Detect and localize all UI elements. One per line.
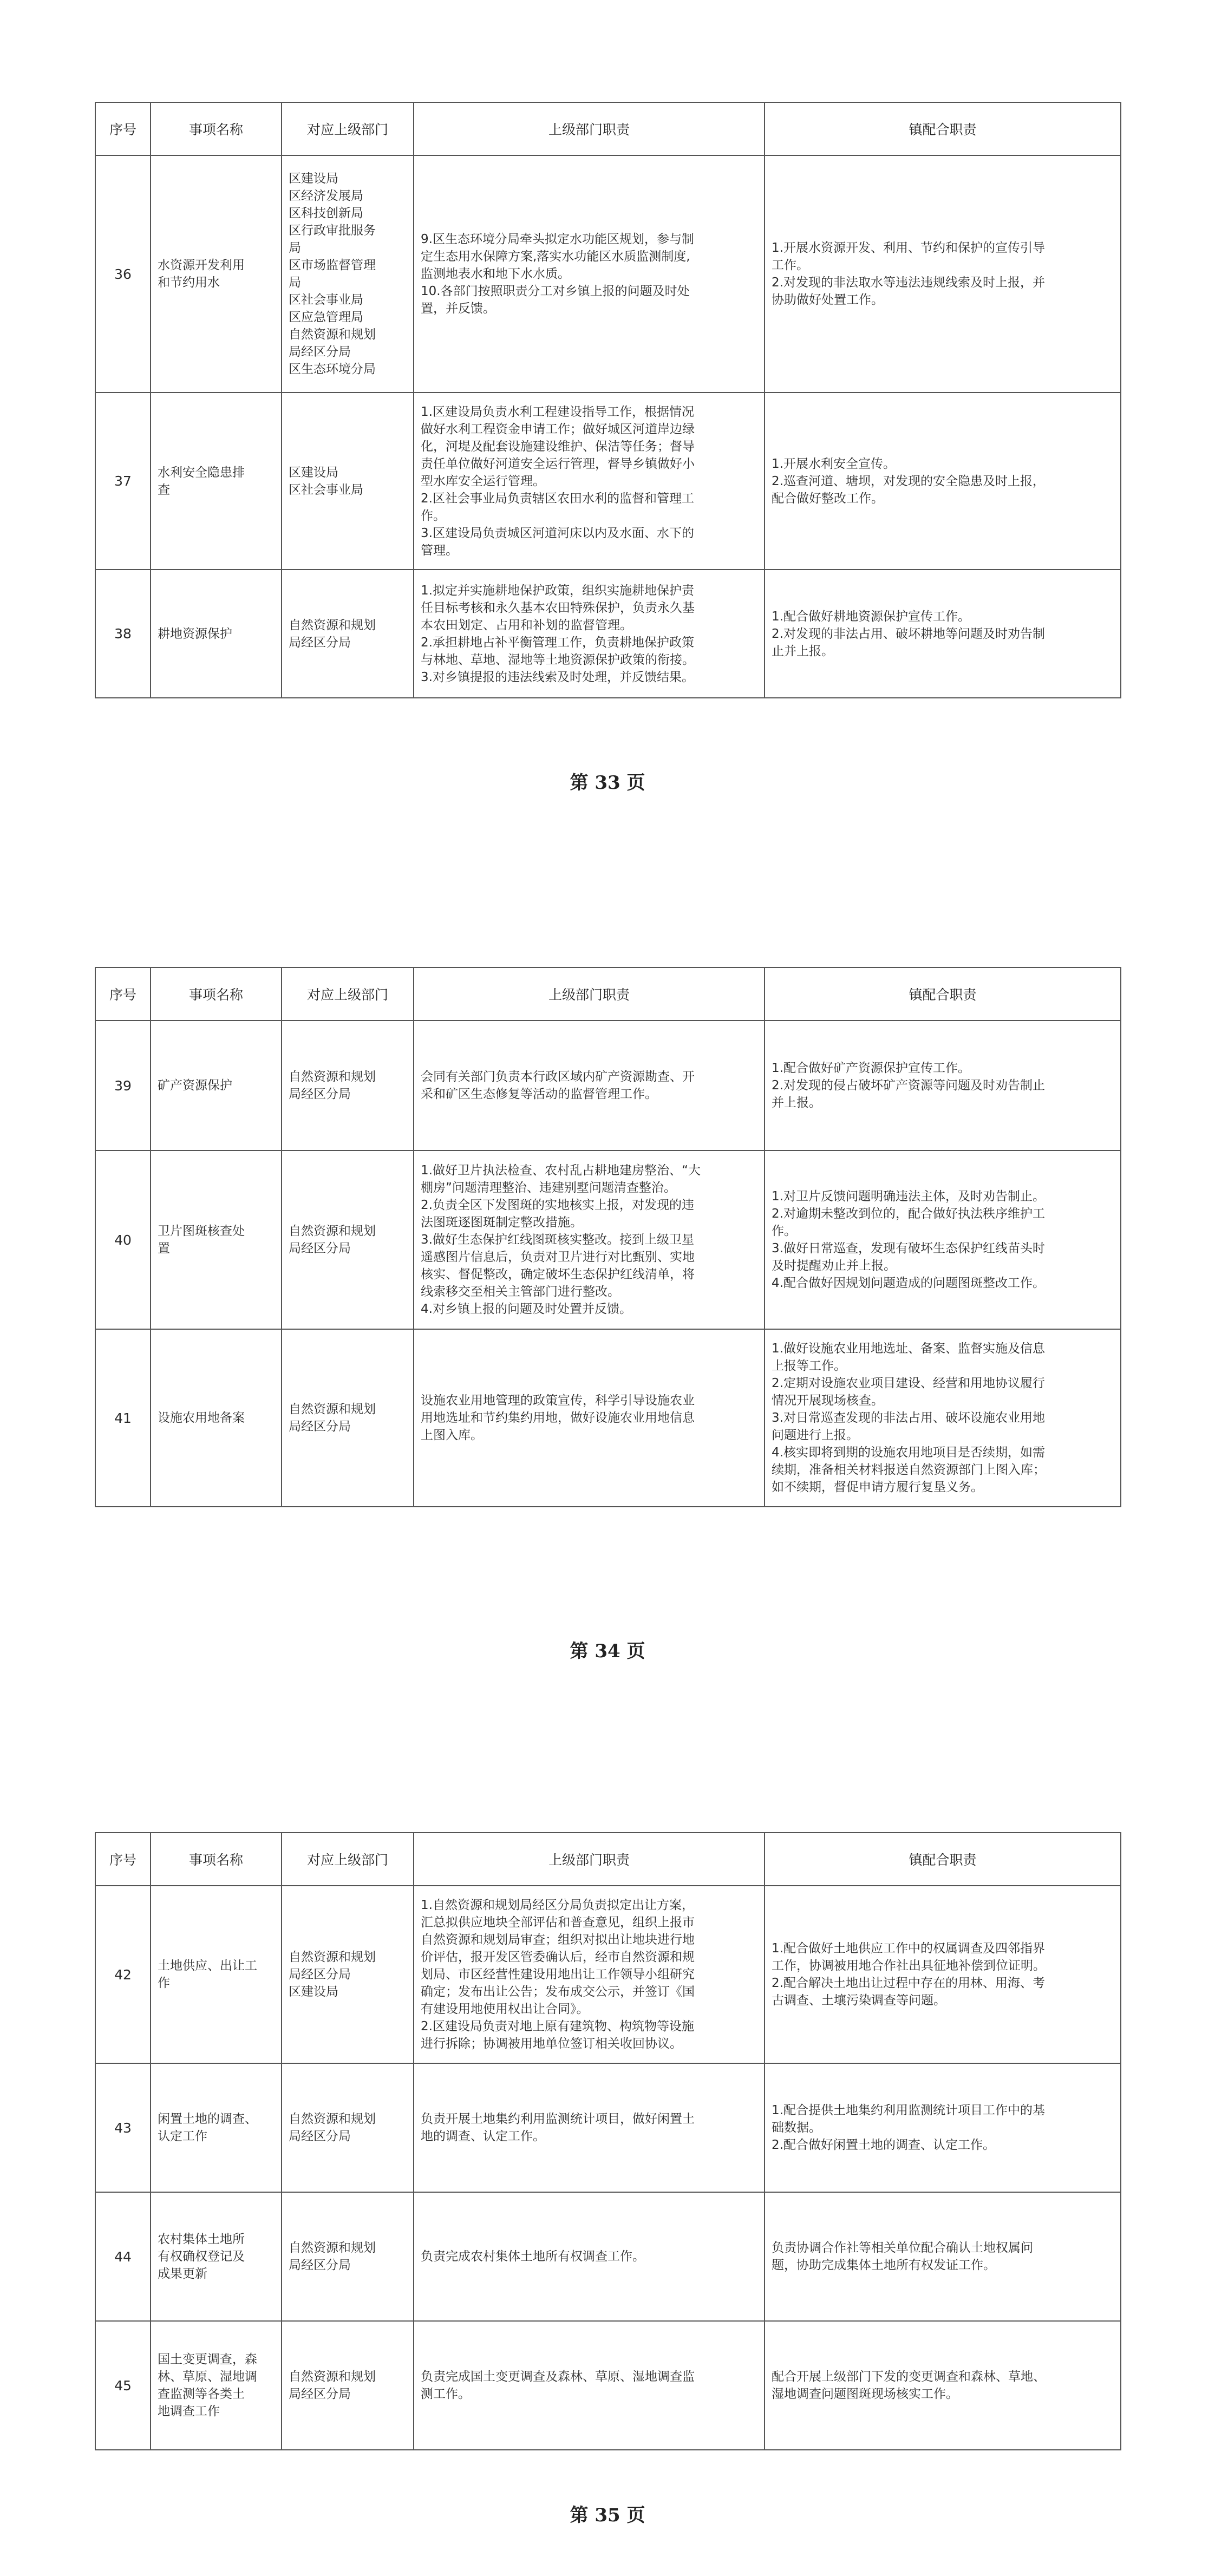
table-header-row (95, 102, 1121, 155)
item-name: 矿产资源保护 (151, 1021, 282, 1150)
duty-table (95, 102, 1121, 698)
table-row (95, 393, 1121, 570)
superior-dept: 自然资源和规划 局经区分局 (282, 2192, 414, 2321)
town-duties: 1.做好设施农业用地选址、备案、监督实施及信息 上报等工作。 2.定期对设施农业项目建设、经营和用地协议履行 情况开展现场核查。 3.对日常巡查发现的非法占用、破坏设施农业用地 问题进行上报。 4.核实即将到期的设施农用地项目是否续期，如需 续期，准备相关材料报送自然资源部门上图入库； 如不续期，督促申请方履行复垦义务。 (765, 1329, 1121, 1507)
superior-dept: 自然资源和规划 局经区分局 区建设局 (282, 1886, 414, 2063)
page-number: 第 34 页 (570, 1640, 645, 1662)
col-header-name: 事项名称 (151, 1833, 282, 1886)
superior-dept: 自然资源和规划 局经区分局 (282, 570, 414, 698)
item-name: 设施农用地备案 (151, 1329, 282, 1507)
item-name: 耕地资源保护 (151, 570, 282, 698)
item-name: 水利安全隐患排 查 (151, 393, 282, 570)
table-row (95, 1021, 1121, 1150)
town-duties: 1.配合做好矿产资源保护宣传工作。 2.对发现的侵占破坏矿产资源等问题及时劝告制止 并上报。 (765, 1021, 1121, 1150)
superior-duties: 1.自然资源和规划局经区分局负责拟定出让方案， 汇总拟供应地块全部评估和普查意见，组织上报市 自然资源和规划局审查；组织对拟出让地块进行地 价评估，报开发区管委确认后，经市自然资源和规 划局、市区经营性建设用地出让工作领导小组研究 确定；发布出让公告；发布成交公示，并签订《国 有建设用地使用权出让合同》。 2.区建设局负责对地上原有建筑物、构筑物等设施 进行拆除；协调被用地单位签订相关收回协议。 (414, 1886, 765, 2063)
table-header-row (95, 1833, 1121, 1886)
col-header-duties: 上级部门职责 (414, 102, 765, 155)
col-header-no: 序号 (95, 102, 151, 155)
superior-dept: 区建设局 区经济发展局 区科技创新局 区行政审批服务 局 区市场监督管理 局 区社会事业局 区应急管理局 自然资源和规划 局经区分局 区生态环境分局 (282, 155, 414, 393)
table-row (95, 2321, 1121, 2450)
duty-table (95, 967, 1121, 1507)
superior-duties: 负责开展土地集约利用监测统计项目，做好闲置土 地的调查、认定工作。 (414, 2063, 765, 2192)
superior-duties: 9.区生态环境分局牵头拟定水功能区规划，参与制 定生态用水保障方案,落实水功能区水质监测制度, 监测地表水和地下水水质。 10.各部门按照职责分工对乡镇上报的问题及时处 置，并反馈。 (414, 155, 765, 393)
col-header-no: 序号 (95, 967, 151, 1021)
col-header-coop: 镇配合职责 (765, 102, 1121, 155)
superior-duties: 1.做好卫片执法检查、农村乱占耕地建房整治、“大 棚房”问题清理整治、违建别墅问题清查整治。 2.负责全区下发图斑的实地核实上报，对发现的违 法图斑逐图斑制定整改措施。 3.做好生态保护红线图斑核实整改。接到上级卫星 遥感图片信息后，负责对卫片进行对比甄别、实地 核实、督促整改，确定破坏生态保护红线清单，将 线索移交至相关主管部门进行整改。 4.对乡镇上报的问题及时处置并反馈。 (414, 1150, 765, 1329)
town-duties: 1.配合做好土地供应工作中的权属调查及四邻指界 工作，协调被用地合作社出具征地补偿到位证明。 2.配合解决土地出让过程中存在的用林、用海、考 古调查、土壤污染调查等问题。 (765, 1886, 1121, 2063)
col-header-dept: 对应上级部门 (282, 1833, 414, 1886)
row-number: 42 (95, 1886, 151, 2063)
table-row (95, 1150, 1121, 1329)
col-header-dept: 对应上级部门 (282, 102, 414, 155)
superior-duties: 1.区建设局负责水利工程建设指导工作，根据情况 做好水利工程资金申请工作；做好城区河道岸边绿 化，河堤及配套设施建设维护、保洁等任务；督导 责任单位做好河道安全运行管理，督导乡镇做好小 型水库安全运行管理。 2.区社会事业局负责辖区农田水利的监督和管理工 作。 3.区建设局负责城区河道河床以内及水面、水下的 管理。 (414, 393, 765, 570)
item-name: 闲置土地的调查、 认定工作 (151, 2063, 282, 2192)
row-number: 38 (95, 570, 151, 698)
table-row (95, 1886, 1121, 2063)
superior-dept: 自然资源和规划 局经区分局 (282, 2063, 414, 2192)
town-duties: 1.配合做好耕地资源保护宣传工作。 2.对发现的非法占用、破坏耕地等问题及时劝告制 止并上报。 (765, 570, 1121, 698)
col-header-duties: 上级部门职责 (414, 1833, 765, 1886)
row-number: 44 (95, 2192, 151, 2321)
item-name: 农村集体土地所 有权确权登记及 成果更新 (151, 2192, 282, 2321)
town-duties: 1.开展水资源开发、利用、节约和保护的宣传引导 工作。 2.对发现的非法取水等违法违规线索及时上报，并 协助做好处置工作。 (765, 155, 1121, 393)
col-header-name: 事项名称 (151, 967, 282, 1021)
superior-duties: 会同有关部门负责本行政区域内矿产资源勘查、开 采和矿区生态修复等活动的监督管理工作。 (414, 1021, 765, 1150)
item-name: 土地供应、出让工 作 (151, 1886, 282, 2063)
superior-dept: 自然资源和规划 局经区分局 (282, 2321, 414, 2450)
row-number: 43 (95, 2063, 151, 2192)
town-duties: 配合开展上级部门下发的变更调查和森林、草地、 湿地调查问题图斑现场核实工作。 (765, 2321, 1121, 2450)
col-header-name: 事项名称 (151, 102, 282, 155)
item-name: 卫片图斑核查处 置 (151, 1150, 282, 1329)
row-number: 36 (95, 155, 151, 393)
table-row (95, 2192, 1121, 2321)
row-number: 45 (95, 2321, 151, 2450)
col-header-coop: 镇配合职责 (765, 967, 1121, 1021)
row-number: 37 (95, 393, 151, 570)
col-header-dept: 对应上级部门 (282, 967, 414, 1021)
table-row (95, 155, 1121, 393)
superior-dept: 自然资源和规划 局经区分局 (282, 1329, 414, 1507)
row-number: 40 (95, 1150, 151, 1329)
table-header-row (95, 967, 1121, 1021)
superior-duties: 负责完成农村集体土地所有权调查工作。 (414, 2192, 765, 2321)
superior-dept: 区建设局 区社会事业局 (282, 393, 414, 570)
row-number: 39 (95, 1021, 151, 1150)
table-row (95, 570, 1121, 698)
superior-duties: 1.拟定并实施耕地保护政策，组织实施耕地保护责 任目标考核和永久基本农田特殊保护，负责永久基 本农田划定、占用和补划的监督管理。 2.承担耕地占补平衡管理工作，负责耕地保护政策 与林地、草地、湿地等土地资源保护政策的衔接。 3.对乡镇提报的违法线索及时处理，并反馈结果。 (414, 570, 765, 698)
town-duties: 1.对卫片反馈问题明确违法主体，及时劝告制止。 2.对逾期未整改到位的，配合做好执法秩序维护工 作。 3.做好日常巡查，发现有破坏生态保护红线苗头时 及时提醒劝止并上报。 4.配合做好因规划问题造成的问题图斑整改工作。 (765, 1150, 1121, 1329)
page-number: 第 35 页 (570, 2505, 645, 2526)
item-name: 水资源开发利用 和节约用水 (151, 155, 282, 393)
item-name: 国土变更调查，森 林、草原、湿地调 查监测等各类土 地调查工作 (151, 2321, 282, 2450)
town-duties: 1.配合提供土地集约利用监测统计项目工作中的基 础数据。 2.配合做好闲置土地的调查、认定工作。 (765, 2063, 1121, 2192)
superior-dept: 自然资源和规划 局经区分局 (282, 1021, 414, 1150)
page-number: 第 33 页 (570, 772, 645, 794)
col-header-coop: 镇配合职责 (765, 1833, 1121, 1886)
col-header-no: 序号 (95, 1833, 151, 1886)
town-duties: 1.开展水利安全宣传。 2.巡查河道、塘坝，对发现的安全隐患及时上报， 配合做好整改工作。 (765, 393, 1121, 570)
superior-duties: 设施农业用地管理的政策宣传，科学引导设施农业 用地选址和节约集约用地，做好设施农业用地信息 上图入库。 (414, 1329, 765, 1507)
superior-duties: 负责完成国土变更调查及森林、草原、湿地调查监 测工作。 (414, 2321, 765, 2450)
superior-dept: 自然资源和规划 局经区分局 (282, 1150, 414, 1329)
duty-table (95, 1832, 1121, 2450)
col-header-duties: 上级部门职责 (414, 967, 765, 1021)
table-row (95, 2063, 1121, 2192)
row-number: 41 (95, 1329, 151, 1507)
table-row (95, 1329, 1121, 1507)
town-duties: 负责协调合作社等相关单位配合确认土地权属问 题，协助完成集体土地所有权发证工作。 (765, 2192, 1121, 2321)
